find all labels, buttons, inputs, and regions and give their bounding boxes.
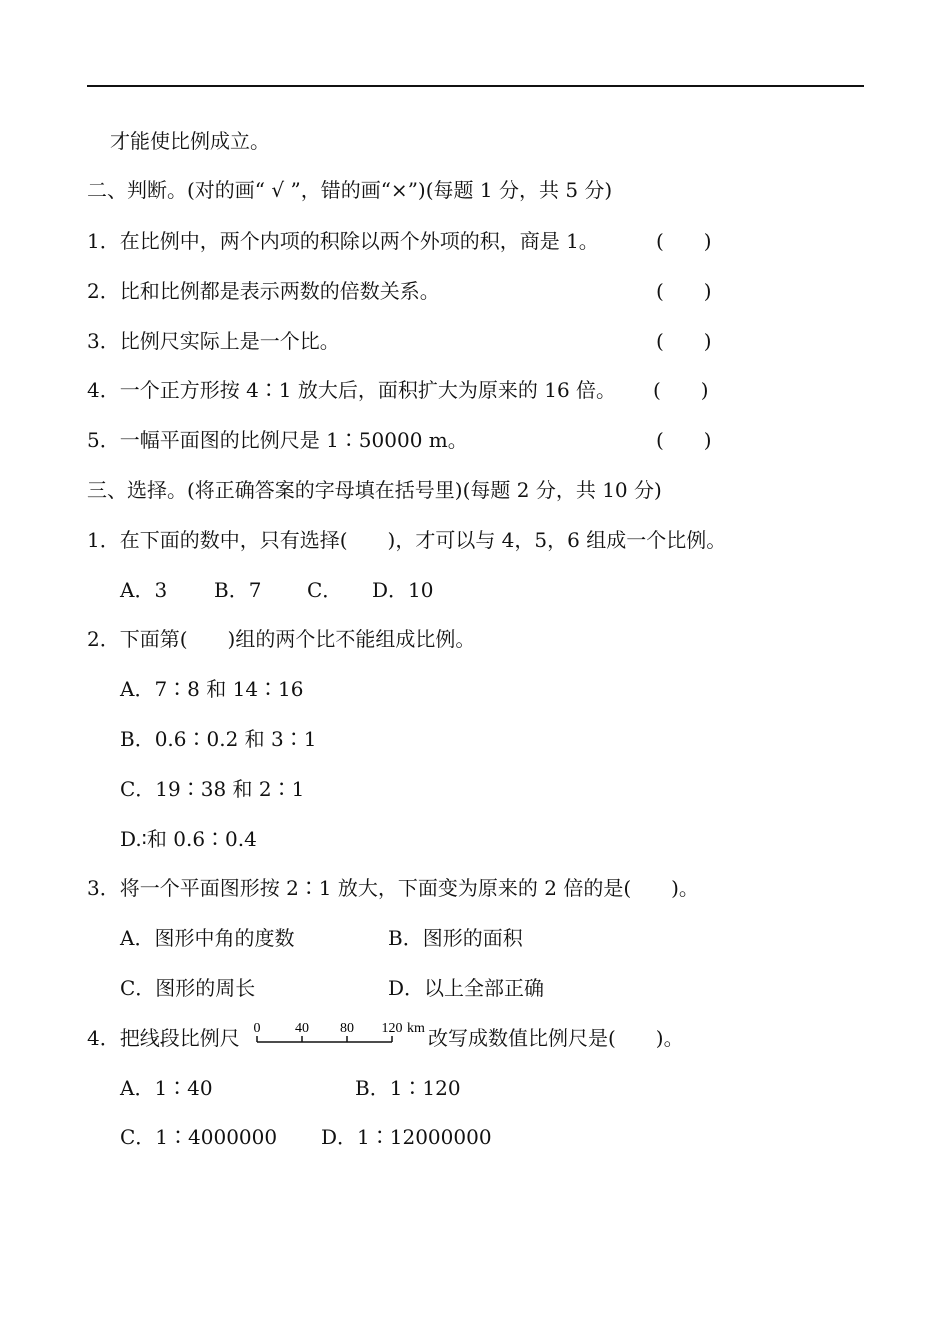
choice-q2-option-c[interactable]: C．19∶38 和 2∶1 xyxy=(120,777,305,801)
judge-item-4: 4．一个正方形按 4∶1 放大后，面积扩大为原来的 16 倍。 xyxy=(87,378,617,402)
choice-q3-option-c[interactable]: C．图形的周长 xyxy=(120,976,256,1000)
scale-label-0: 0 xyxy=(254,1021,261,1036)
choice-q1-stem: 1．在下面的数中，只有选择( )，才可以与 4，5，6 组成一个比例。 xyxy=(87,528,727,552)
judge-answer-3[interactable]: ( ) xyxy=(656,329,712,353)
choice-q4-option-b[interactable]: B．1∶120 xyxy=(355,1076,461,1100)
scale-label-120: 120 xyxy=(381,1021,403,1036)
judge-item-1: 1．在比例中，两个内项的积除以两个外项的积，商是 1。 xyxy=(87,229,599,253)
judge-answer-5[interactable]: ( ) xyxy=(656,428,712,452)
judge-item-2: 2．比和比例都是表示两数的倍数关系。 xyxy=(87,279,440,303)
choice-q2-option-d[interactable]: D.∶和 0.6∶0.4 xyxy=(120,827,257,851)
choice-q1-option-d[interactable]: D．10 xyxy=(372,578,434,602)
section2-heading: 二、判断。(对的画“ √ ”，错的画“×”)(每题 1 分，共 5 分) xyxy=(87,178,613,202)
choice-q3-stem: 3．将一个平面图形按 2∶1 放大，下面变为原来的 2 倍的是( )。 xyxy=(87,876,699,900)
judge-answer-2[interactable]: ( ) xyxy=(656,279,712,303)
choice-q1-option-c[interactable]: C． xyxy=(307,578,343,602)
choice-q2-option-a[interactable]: A．7∶8 和 14∶16 xyxy=(120,677,304,701)
choice-q1-option-a[interactable]: A．3 xyxy=(120,578,168,602)
choice-q4-stem-after: 改写成数值比例尺是( )。 xyxy=(428,1026,684,1050)
choice-q1-option-b[interactable]: B．7 xyxy=(214,578,262,602)
scale-label-40: 40 xyxy=(295,1021,309,1036)
top-rule xyxy=(87,85,864,87)
choice-q2-stem: 2．下面第( )组的两个比不能组成比例。 xyxy=(87,627,476,651)
choice-q4-option-a[interactable]: A．1∶40 xyxy=(120,1076,213,1100)
judge-answer-1[interactable]: ( ) xyxy=(656,229,712,253)
choice-q4-stem-before: 4．把线段比例尺 xyxy=(87,1026,240,1050)
judge-answer-4[interactable]: ( ) xyxy=(653,378,709,402)
choice-q4-option-c[interactable]: C．1∶4000000 xyxy=(120,1125,278,1149)
choice-q2-option-b[interactable]: B．0.6∶0.2 和 3∶1 xyxy=(120,727,317,751)
choice-q3-option-d[interactable]: D．以上全部正确 xyxy=(388,976,545,1000)
scale-label-unit: km xyxy=(407,1021,425,1036)
scale-label-80: 80 xyxy=(340,1021,354,1036)
line-scale-diagram xyxy=(254,1018,428,1048)
section3-heading: 三、选择。(将正确答案的字母填在括号里)(每题 2 分，共 10 分) xyxy=(87,478,662,502)
choice-q3-option-b[interactable]: B．图形的面积 xyxy=(388,926,523,950)
judge-item-3: 3．比例尺实际上是一个比。 xyxy=(87,329,340,353)
choice-q3-option-a[interactable]: A．图形中角的度数 xyxy=(120,926,295,950)
judge-item-5: 5．一幅平面图的比例尺是 1∶50000 m。 xyxy=(87,428,468,452)
continuation-text: 才能使比例成立。 xyxy=(110,129,270,153)
choice-q4-option-d[interactable]: D．1∶12000000 xyxy=(321,1125,492,1149)
